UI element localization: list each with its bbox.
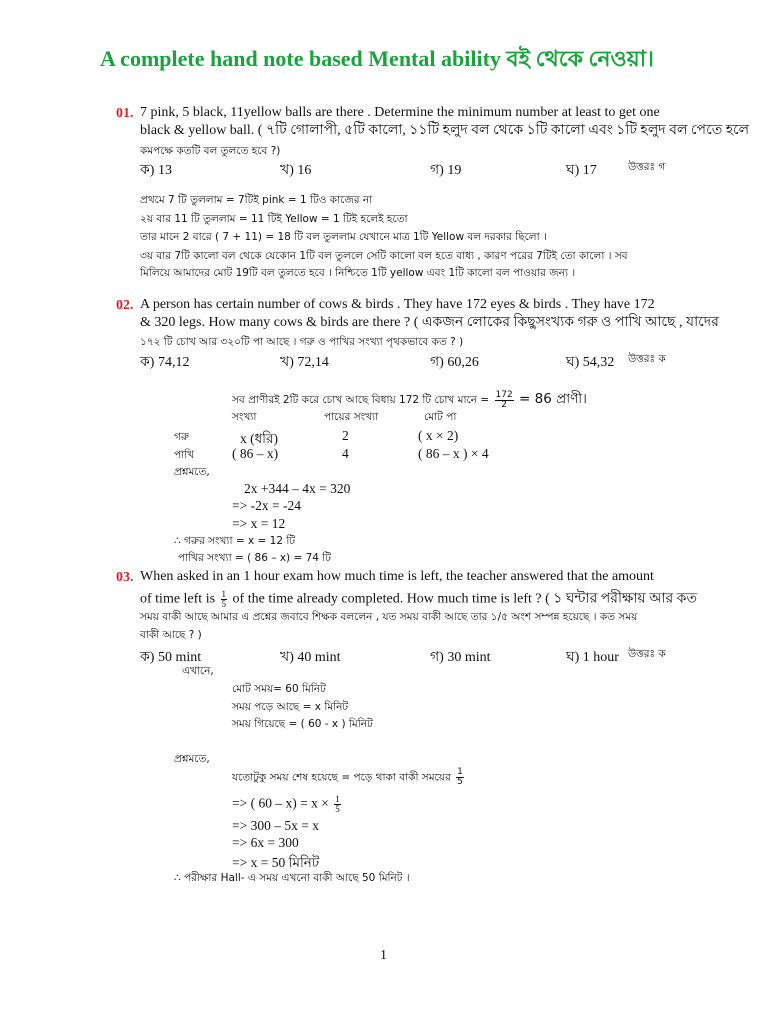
eyes-line: সব প্রাণীরই 2টি করে চোখ আছে বিধায় 172 টি চোখ মানে = $\frac{172}{2}$ = 86 প্রাণী।: [232, 389, 587, 410]
option-2c: গ) 60,26: [430, 355, 479, 370]
option-2d: ঘ) 54,32: [566, 355, 615, 370]
question-3-line-3: সময় বাকী আছে আমার এ প্রশ্নের জবাবে শিক্ষক বললেন , যত সময় বাকী আছে তার ১/৫ অংশ সম্পন্ন হয়েছে । কত সময়: [140, 611, 638, 623]
solution-1-line-2: ২য় বার 11 টি তুললাম = 11 টিই Yellow = 1 টিই হলেই হতো: [140, 213, 408, 225]
given-3-3: সময় গিয়েছে = ( 60 - x ) মিনিট: [232, 718, 373, 730]
step-2-1: 2x +344 – 4x = 320: [244, 481, 351, 496]
solution-1-line-3: তার মানে 2 বারে ( 7 + 11) = 18 টি বল তুললাম যেখানে মাত্র 1টি Yellow বল দরকার ছিলো ।: [140, 231, 547, 243]
answer-2: উত্তরঃ ক: [628, 353, 666, 365]
page-title: A complete hand note based Mental ability বই থেকে নেওয়া।: [100, 46, 654, 71]
ekhane: এখানে,: [182, 665, 214, 677]
given-3-2: সময় পড়ে আছে = x মিনিট: [232, 701, 349, 713]
question-1-line-1: 7 pink, 5 black, 11yellow balls are there . Determine the minimum number at least to get one: [140, 105, 660, 120]
option-1c: গ) 19: [430, 163, 462, 178]
question-3-line-2: of time left is $\frac{1}{5}$ of the time already completed. How much time is left ? ( ১ ঘন্টার পরীক্ষায় আর কত: [140, 589, 697, 609]
row-bird-total: ( 86 – x ) × 4: [418, 446, 489, 461]
solution-1-line-5: মিলিয়ে আমাদের মোট 19টি বল তুলতে হবে । নিশ্চিতে 1টি yellow এবং 1টি কালো বল পাওয়ার জন্য ।: [140, 267, 576, 279]
question-3-line-4: বাকী আছে ? ): [140, 629, 202, 641]
step-3-4: => x = 50 মিনিট: [232, 855, 320, 870]
result-2-cows: ∴ গরুর সংখ্যা = x = 12 টি: [174, 535, 296, 547]
eyes-fraction: $\frac{172}{2}$: [495, 389, 513, 410]
option-3d: ঘ) 1 hour: [566, 650, 619, 665]
option-3b: খ) 40 mint: [280, 650, 341, 665]
given-3-1: মোট সময়= 60 মিনিট: [232, 683, 326, 695]
row-bird-label: পাখি: [174, 449, 195, 461]
step-3-1: => ( 60 – x) = x × $\frac{1}{5}$: [232, 794, 340, 814]
question-2-line-3: ১৭২ টি চোখ আর ৩২০টি পা আছে । গরু ও পাখির সংখ্যা পৃথকভাবে কত ? ): [140, 336, 464, 348]
equation-3-text: যতোটুকু সময় শেষ হয়েছে = পড়ে থাকা বাকী সময়ের $\frac{1}{5}$: [232, 767, 463, 787]
answer-1: উত্তরঃ গ: [628, 161, 666, 173]
eq-fraction: $\frac{1}{5}$: [457, 767, 463, 787]
step-3-3: => 6x = 300: [232, 835, 299, 850]
option-1a: ক) 13: [140, 163, 172, 178]
row-cow-legs: 2: [342, 428, 349, 443]
table-header-legs: পায়ের সংখ্যা: [324, 411, 379, 423]
question-number-2: 02.: [116, 298, 134, 313]
question-number-1: 01.: [116, 106, 134, 121]
step-fraction: $\frac{1}{5}$: [335, 794, 340, 814]
question-2-line-2: & 320 legs. How many cows & birds are there ? ( একজন লোকের কিছুসংখ্যক গরু ও পাখি আছে , যাদের: [140, 315, 719, 330]
answer-3: উত্তরঃ ক: [628, 648, 666, 660]
table-header-total-legs: মোট পা: [424, 411, 457, 423]
solution-1-line-4: ৩য় বার 7টি কালো বল থেকে যেকোন 1টি বল তুললে সেটি কালো বল হতে বাধ্য , কারণ পরের 7টিই তো কালো । সব: [140, 250, 628, 262]
option-1d: ঘ) 17: [566, 163, 597, 178]
result-2-birds: পাখির সংখ্যা = ( 86 – x) = 74 টি: [178, 552, 332, 564]
option-3a: ক) 50 mint: [140, 650, 202, 665]
question-number-3: 03.: [116, 570, 134, 585]
option-2a: ক) 74,12: [140, 355, 190, 370]
question-2-line-1: A person has certain number of cows & birds . They have 172 eyes & birds . They have 172: [140, 297, 655, 312]
option-3c: গ) 30 mint: [430, 650, 491, 665]
question-1-line-3: কমপক্ষে কতটি বল তুলতে হবে ?): [140, 145, 281, 157]
step-2-2: => -2x = -24: [232, 498, 301, 513]
step-3-2: => 300 – 5x = x: [232, 818, 319, 833]
row-cow-count: x (ধরি): [240, 431, 278, 446]
solution-1-line-1: প্রথমে 7 টি তুললাম = 7টিই pink = 1 টিও কাজের না: [140, 194, 373, 206]
page-number: 1: [380, 948, 387, 963]
question-3-line-1: When asked in an 1 hour exam how much time is left, the teacher answered that the amount: [140, 569, 654, 584]
question-1-line-2: black & yellow ball. ( ৭টি গোলাপী, ৫টি কালো, ১১টি হলুদ বল থেকে ১টি কালো এবং ১টি হলুদ বল পেতে হলে: [140, 123, 750, 138]
prosno-2: প্রশ্নমতে,: [174, 466, 210, 478]
prosno-3: প্রশ্নমতে,: [174, 753, 210, 765]
row-cow-total: ( x × 2): [418, 428, 459, 443]
remaining-fraction: $\frac{1}{5}$: [221, 589, 227, 609]
table-header-count: সংখ্যা: [232, 411, 257, 423]
row-bird-count: ( 86 – x): [232, 446, 279, 461]
row-cow-label: গরু: [174, 431, 189, 443]
option-1b: খ) 16: [280, 163, 312, 178]
row-bird-legs: 4: [342, 446, 349, 461]
step-2-3: => x = 12: [232, 516, 286, 531]
result-3: ∴ পরীক্ষার Hall- এ সময় এখনো বাকী আছে 50 মিনিট ।: [174, 872, 410, 884]
option-2b: খ) 72,14: [280, 355, 329, 370]
